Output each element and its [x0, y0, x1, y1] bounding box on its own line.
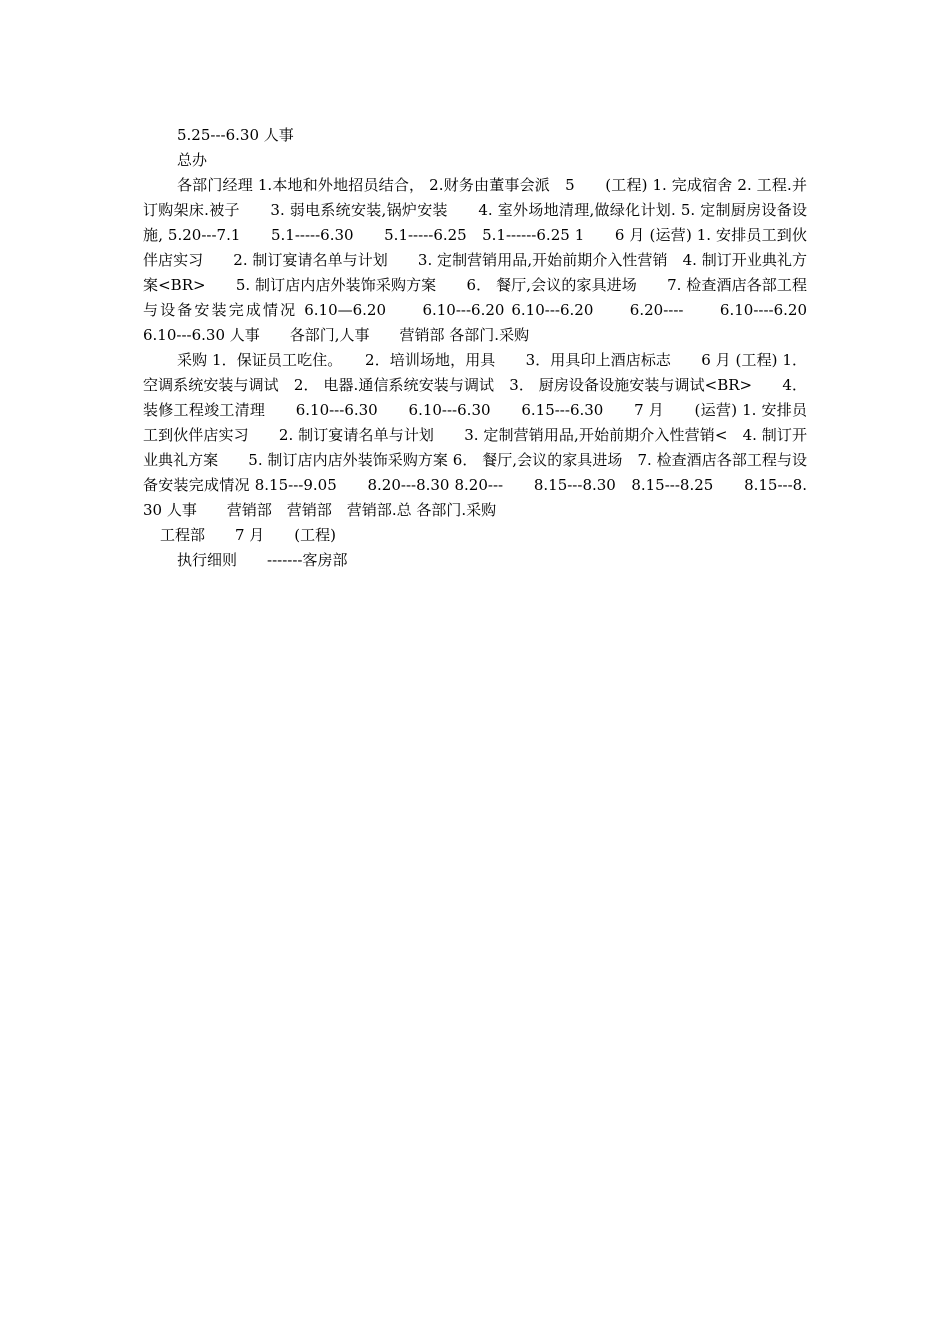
document-body — [143, 123, 838, 573]
paragraph-schedule-date: 5.25---6.30 人事 — [177, 126, 294, 144]
paragraph-may-june-plan: 各部门经理 1.本地和外地招员结合， 2.财务由董事会派 5 (工程) 1. 完成宿舍 2. 工程.并订购架床.被子 3. 弱电系统安装,锅炉安装 4. 室外场地清理,做绿化计划. 5. 定制厨房设备设施, 5.20---7.1 5.1-----6.30 5.1-----6.25 5.1------6.25 1 6 月 (运营) 1. 安排员工到伙伴店实习 2. 制订宴请名单与计划 3. 定制营销用品,开始前期介入性营销 4. 制订开业典礼方案<BR> 5. 制订店内店外装饰采购方案 6． 餐厅,会议的家具进场 7. 检查酒店各部工程与设备安装完成情况 6.10—6.20 6.10---6.20 6.10---6.20 6.20---- 6.10----6.20 6.10---6.30 人事 各部门,人事 营销部 各部门.采购 — [143, 176, 838, 344]
paragraph-rules-housekeeping: 执行细则 -------客房部 — [177, 551, 348, 569]
paragraph-engineering-dept: 工程部 7 月 (工程) — [160, 526, 337, 544]
paragraph-general-office: 总办 — [177, 151, 208, 169]
paragraph-procurement-plan: 采购 1．保证员工吃住。 2．培训场地，用具 3．用具印上酒店标志 6 月 (工程) 1． 空调系统安装与调试 2． 电器.通信系统安装与调试 3． 厨房设备设施安装与调试<BR> 4． 装修工程竣工清理 6.10---6.30 6.10---6.30 6.15---6.30 7 月 (运营) 1. 安排员工到伙伴店实习 2. 制订宴请名单与计划 3. 定制营销用品,开始前期介入性营销< 4. 制订开业典礼方案 5. 制订店内店外装饰采购方案 6． 餐厅,会议的家具进场 7. 检查酒店各部工程与设备安装完成情况 8.15---9.05 8.20---8.30 8.20--- 8.15---8.30 8.15---8.25 8.15---8.30 人事 营销部 营销部 营销部.总 各部门.采购 — [143, 351, 807, 519]
